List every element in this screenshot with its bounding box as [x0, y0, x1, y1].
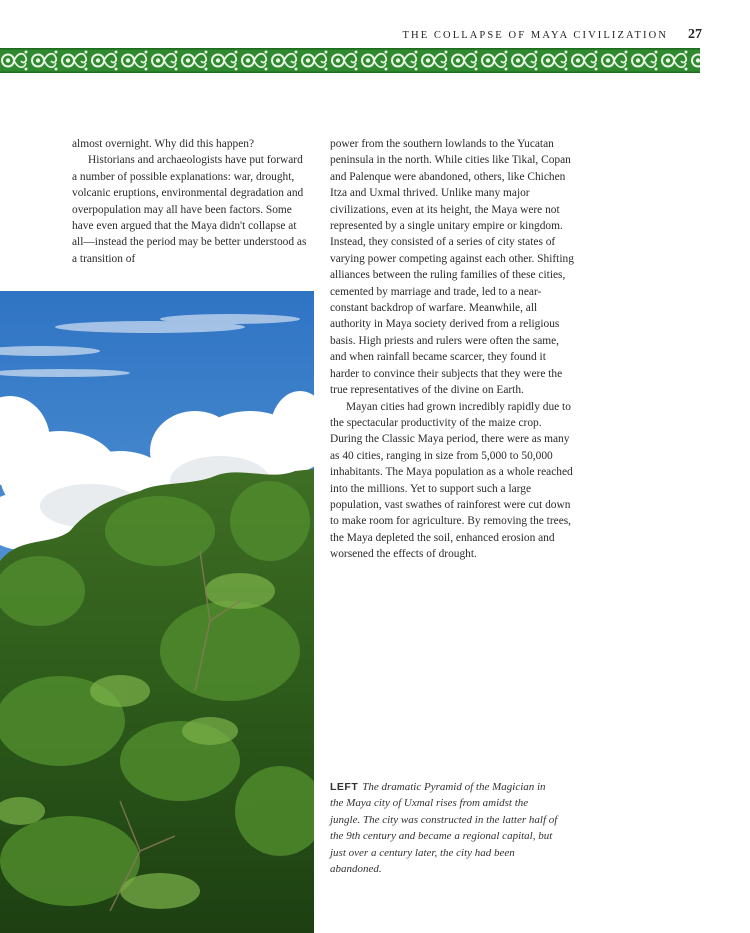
decorative-border — [0, 48, 700, 73]
page-number: 27 — [688, 27, 702, 42]
body-paragraph: almost overnight. Why did this happen? — [72, 138, 255, 150]
caption-label: LEFT — [330, 781, 359, 793]
body-paragraph: Mayan cities had grown incredibly rapidly due to the spectacular productivity of the maize crop. During the Classic Maya period, there were as many as 40 cities, ranging in size from 5,000 to 50,000 inhabitants. The Maya population as a whole reached into the millions. Yet to support such a large population, vast swathes of rainforest were cut down to make room for agriculture. By removing the trees, the Maya depleted the soil, enhanced erosion and worsened the effects of drought. — [330, 400, 573, 561]
body-paragraph: power from the southern lowlands to the Yucatan peninsula in the north. While cities like Tikal, Copan and Palenque were abandoned, others, like Chichen Itza and Uxmal thrived. Unlike many major civilizations, even at its height, the Maya were not represented by a single unitary empire or kingdom. Instead, they consisted of a series of city states of varying power competing against each other. Shifting alliances between the ruling families of these cities, cemented by marriage and trade, led to a near-constant backdrop of warfare. Meanwhile, all authority in Maya society derived from a religious basis. High priests and rulers were often the same, and when rainfall became scarcer, they found it harder to convince their subjects that they were the true representatives of the divine on Earth. — [330, 138, 574, 397]
caption-text: The dramatic Pyramid of the Magician in the Maya city of Uxmal rises from amidst the jungle. The city was constructed in the latter half of the 9th century and became a regional capital, but just over a century later, the city had been abandoned. — [330, 781, 558, 876]
body-paragraph: Historians and archaeologists have put forward a number of possible explanations: war, drought, volcanic eruptions, environmental degradation and overpopulation may all have been factors. Some have even argued that the Maya didn't collapse at all—instead the period may be better understood as a transition of — [72, 154, 307, 265]
chapter-title: THE COLLAPSE OF MAYA CIVILIZATION — [402, 30, 668, 41]
body-column-left — [72, 136, 308, 267]
photo-caption — [330, 779, 560, 877]
jungle-photo — [0, 291, 314, 933]
body-column-right — [330, 136, 576, 563]
